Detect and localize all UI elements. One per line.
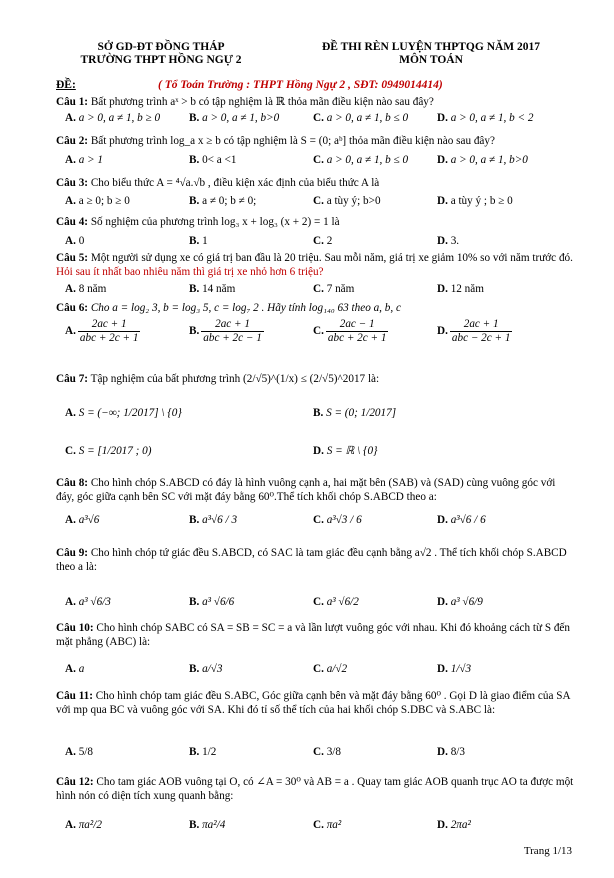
option-c[interactable]: C. a³√3 / 6 [313, 514, 362, 526]
option-a[interactable]: A. 5/8 [65, 746, 93, 758]
question-5-options [65, 282, 575, 296]
question-text: Cho a = log₂ 3, b = log₃ 5, c = log₇ 2 . Hãy tính log₁₄₀ 63 theo a, b, c [88, 302, 401, 314]
question-text: Cho biểu thức A = ⁴√a.√b , điều kiện xác định của biểu thức A là [88, 177, 380, 189]
question-number: Câu 9: [56, 547, 89, 559]
option-a[interactable]: A. 8 năm [65, 283, 107, 295]
option-b[interactable]: B. $\frac{2ac + 1}{\text{abc + 2c − 1}}$ [189, 318, 262, 344]
department-name: SỞ GD-ĐT ĐỒNG THÁP [97, 41, 225, 53]
option-c[interactable]: C. a tùy ý; b>0 [313, 195, 381, 207]
question-7-options-row1 [65, 406, 575, 420]
question-number: Câu 3: [56, 177, 89, 189]
option-d[interactable]: D. S = ℝ \ {0} [313, 445, 378, 457]
de-label: ĐỀ: [56, 79, 76, 91]
option-a[interactable]: A. a [65, 663, 85, 675]
option-a[interactable]: A. 0 [65, 235, 85, 247]
question-number: Câu 6: [56, 302, 89, 314]
question-text: Bất phương trình aˣ > b có tập nghiệm là ℝ thỏa mãn điều kiện nào sau đây? [88, 96, 434, 108]
question-1 [56, 95, 576, 109]
option-c[interactable]: C. 3/8 [313, 746, 341, 758]
question-11-options [65, 745, 575, 759]
option-c[interactable]: C. a³ √6/2 [313, 596, 359, 608]
option-d[interactable]: D. a > 0, a ≠ 1, b>0 [437, 154, 528, 166]
question-11 [56, 689, 576, 717]
question-text: Tập nghiệm của bất phương trình (2/√5)^(1/x) ≤ (2/√5)^2017 là: [88, 373, 380, 385]
question-number: Câu 10: [56, 622, 94, 634]
option-b[interactable]: B. 1/2 [189, 746, 217, 758]
option-c[interactable]: C. πa² [313, 819, 342, 831]
option-c[interactable]: C. a > 0, a ≠ 1, b ≤ 0 [313, 112, 409, 124]
question-text: Cho hình chóp tam giác đều S.ABC, Góc giữa cạnh bên và mặt đáy bằng 60⁰ . Gọi D là giao điểm của SA với mp qua BC và vuông góc với SA. Khi đó tỉ số thể tích của hai khối chóp S.DBC và S.ABC là: [56, 690, 570, 716]
option-a[interactable]: A. a > 0, a ≠ 1, b ≥ 0 [65, 112, 161, 124]
option-d[interactable]: D. a > 0, a ≠ 1, b < 2 [437, 112, 534, 124]
option-a[interactable]: A. S = (−∞; 1/2017] \ {0} [65, 407, 182, 419]
question-3 [56, 176, 576, 190]
question-number: Câu 1: [56, 96, 89, 108]
option-d[interactable]: D. 3. [437, 235, 460, 247]
question-2-options [65, 153, 575, 167]
question-text: Số nghiệm của phương trình log₃ x + log₃ (x + 2) = 1 là [88, 216, 340, 228]
option-a[interactable]: A. πa²/2 [65, 819, 102, 831]
option-a[interactable]: A. a > 1 [65, 154, 104, 166]
question-8 [56, 476, 576, 504]
question-4-options [65, 234, 575, 248]
option-b[interactable]: B. a/√3 [189, 663, 223, 675]
option-c[interactable]: C. $\frac{2ac - 1}{\text{abc + 2c + 1}}$ [313, 318, 387, 344]
question-text: Bất phương trình log_a x ≥ b có tập nghiệm là S = (0; aᵇ] thỏa mãn điều kiện nào sau đây? [88, 135, 495, 147]
question-text: Một người sử dụng xe có giá trị ban đầu là 20 triệu. Sau mỗi năm, giá trị xe giảm 10% so với năm trước đó. [88, 252, 573, 264]
option-b[interactable]: B. 0< a <1 [189, 154, 237, 166]
question-5 [56, 251, 576, 279]
option-d[interactable]: D. a³√6 / 6 [437, 514, 486, 526]
option-d[interactable]: D. 2πa² [437, 819, 471, 831]
school-name: TRƯỜNG THPT HỒNG NGỰ 2 [80, 54, 242, 66]
question-number: Câu 12: [56, 776, 94, 788]
question-12 [56, 775, 576, 803]
option-b[interactable]: B. a ≠ 0; b ≠ 0; [189, 195, 257, 207]
question-9 [56, 546, 576, 574]
question-8-options [65, 513, 575, 527]
question-text: Cho hình chóp SABC có SA = SB = SC = a và lần lượt vuông góc với nhau. Khi đó khoảng cách từ S đến mặt phẳng (ABC) là: [56, 622, 570, 648]
question-7 [56, 372, 576, 386]
question-7-options-row2 [65, 444, 575, 458]
question-number: Câu 11: [56, 690, 93, 702]
option-c[interactable]: C. 2 [313, 235, 333, 247]
question-number: Câu 2: [56, 135, 89, 147]
option-b[interactable]: B. 14 năm [189, 283, 236, 295]
author-line: ( Tổ Toán Trường : THPT Hồng Ngự 2 , SĐT: 0949014414) [158, 79, 443, 91]
question-6 [56, 301, 576, 315]
option-d[interactable]: D. $\frac{2ac + 1}{\text{abc − 2c + 1}}$ [437, 318, 511, 344]
option-b[interactable]: B. a³ √6/6 [189, 596, 235, 608]
option-d[interactable]: D. 1/√3 [437, 663, 472, 675]
option-c[interactable]: C. S = [1/2017 ; 0) [65, 445, 152, 457]
question-12-options [65, 818, 575, 832]
option-d[interactable]: D. 12 năm [437, 283, 484, 295]
question-10-options [65, 662, 575, 676]
option-b[interactable]: B. a³√6 / 3 [189, 514, 238, 526]
question-text-highlight: Hỏi sau ít nhất bao nhiêu năm thì giá trị xe nhỏ hơn 6 triệu? [56, 266, 324, 278]
question-2 [56, 134, 576, 148]
question-text: Cho hình chóp S.ABCD có đáy là hình vuông cạnh a, hai mặt bên (SAB) và (SAD) cùng vuông góc với đáy, góc giữa cạnh bên SC với mặt đáy bằng 60⁰.Thể tích khối chóp S.ABCD theo a: [56, 477, 556, 503]
question-1-options [65, 111, 575, 125]
question-3-options [65, 194, 575, 208]
option-d[interactable]: D. 8/3 [437, 746, 465, 758]
question-text: Cho tam giác AOB vuông tại O, có ∠A = 30⁰ và AB = a . Quay tam giác AOB quanh trục AO ta được một hình nón có diện tích xung quanh bằng: [56, 776, 574, 802]
option-a[interactable]: A. a³ √6/3 [65, 596, 111, 608]
question-4 [56, 215, 576, 229]
option-b[interactable]: B. a > 0, a ≠ 1, b>0 [189, 112, 280, 124]
option-c[interactable]: C. a/√2 [313, 663, 348, 675]
option-c[interactable]: C. 7 năm [313, 283, 355, 295]
question-6-options [65, 318, 575, 354]
question-number: Câu 5: [56, 252, 89, 264]
question-9-options [65, 595, 575, 609]
page-number: Trang 1/13 [523, 845, 572, 857]
question-number: Câu 8: [56, 477, 89, 489]
exam-title: ĐỀ THI RÈN LUYỆN THPTQG NĂM 2017 [321, 41, 541, 53]
question-number: Câu 7: [56, 373, 89, 385]
question-text: Cho hình chóp tứ giác đều S.ABCD, có SAC là tam giác đều cạnh bằng a√2 . Thể tích khối chóp S.ABCD theo a là: [56, 547, 567, 573]
question-number: Câu 4: [56, 216, 89, 228]
question-10 [56, 621, 576, 649]
option-a[interactable]: A. $\frac{2ac + 1}{\text{abc + 2c + 1}}$ [65, 318, 139, 344]
option-c[interactable]: C. a > 0, a ≠ 1, b ≤ 0 [313, 154, 409, 166]
subject-name: MÔN TOÁN [399, 54, 463, 66]
option-a[interactable]: A. a ≥ 0; b ≥ 0 [65, 195, 130, 207]
option-d[interactable]: D. a tùy ý ; b ≥ 0 [437, 195, 513, 207]
option-a[interactable]: A. a³√6 [65, 514, 100, 526]
option-b[interactable]: B. πa²/4 [189, 819, 226, 831]
option-d[interactable]: D. a³ √6/9 [437, 596, 483, 608]
option-b[interactable]: B. S = (0; 1/2017] [313, 407, 397, 419]
option-b[interactable]: B. 1 [189, 235, 208, 247]
